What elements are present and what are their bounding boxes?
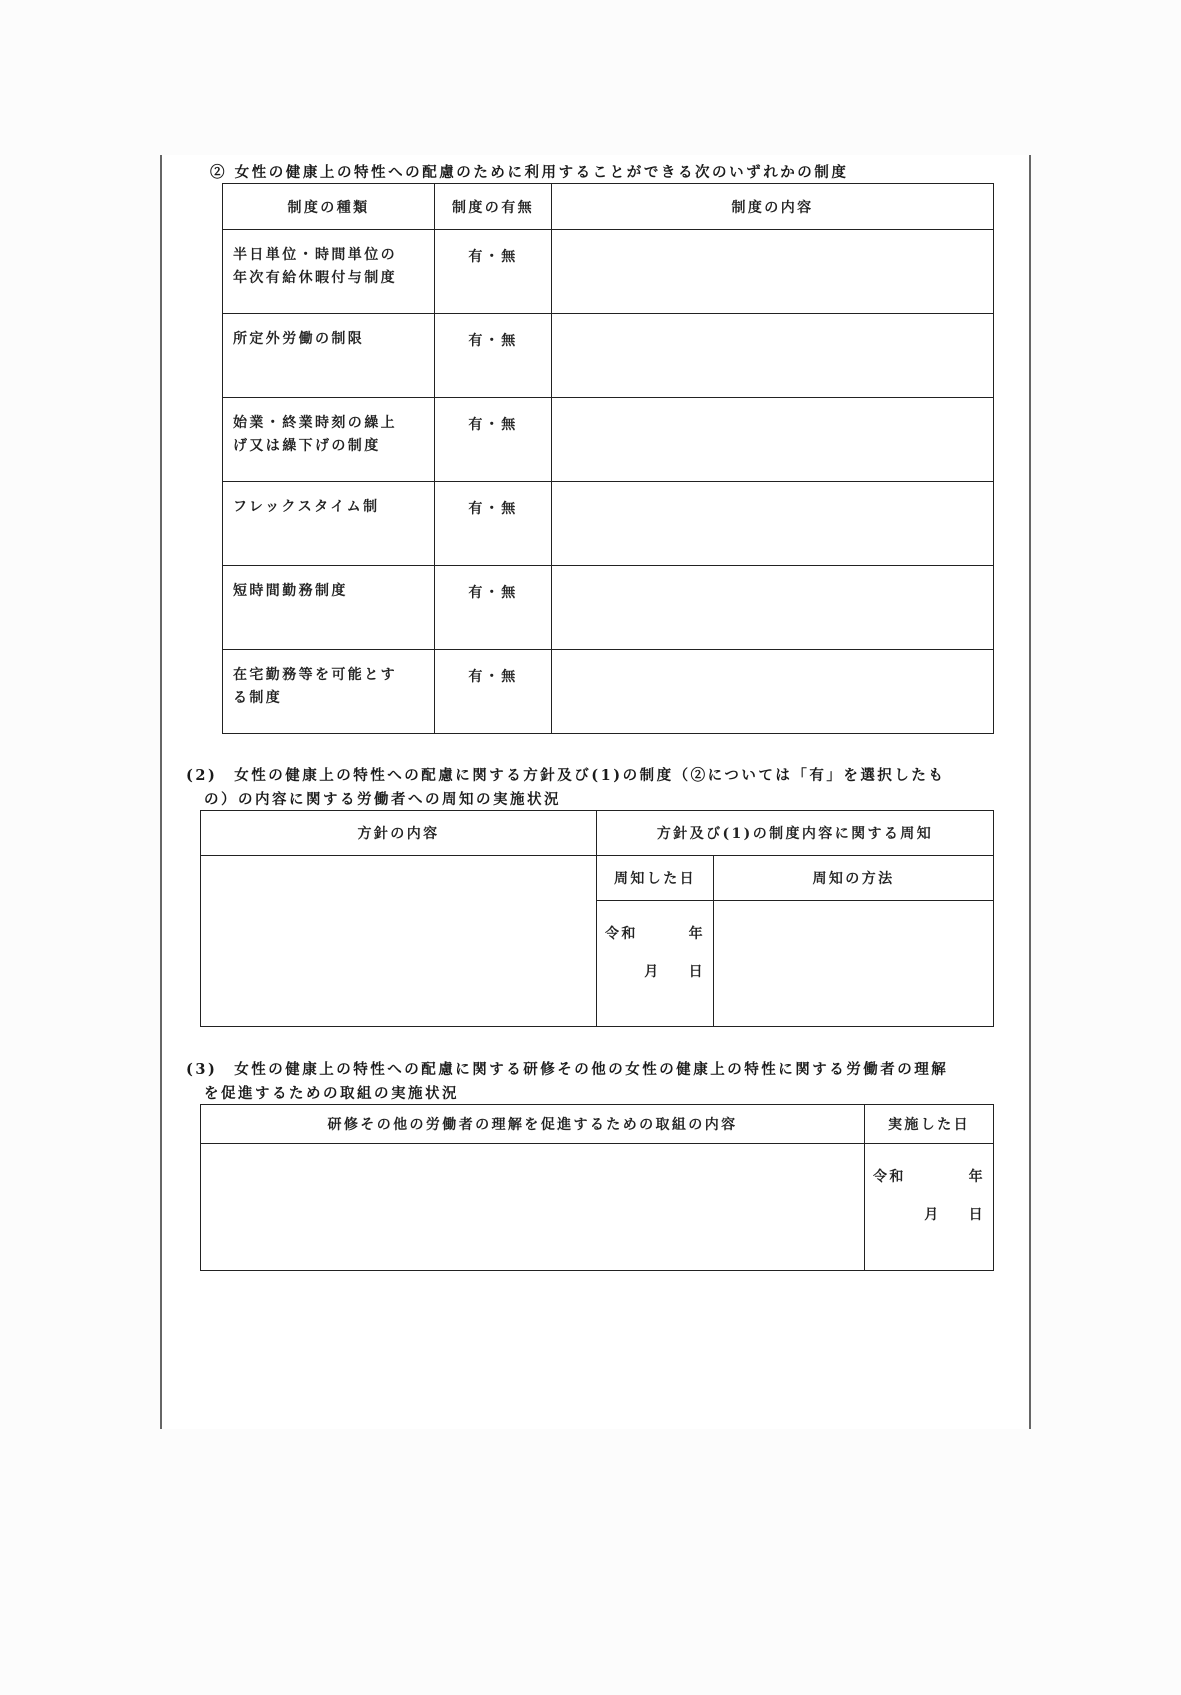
system-content-field[interactable] [552,398,994,482]
year-label: 年 [968,1169,985,1185]
notice-table-subheader [201,856,994,901]
header-notice-group: 方針及び(1)の制度内容に関する周知 [597,811,994,856]
system-type-cell [223,314,435,398]
training-table [200,1104,994,1271]
system-content-field[interactable] [552,566,994,650]
training-content-field[interactable] [201,1144,865,1271]
table-row [223,398,994,482]
era-label: 令和 [605,926,638,942]
availability-choice[interactable]: 有・無 [435,650,552,734]
system-type-cell [223,398,435,482]
availability-choice[interactable]: 有・無 [435,230,552,314]
header-training-date: 実施した日 [865,1105,994,1144]
header-training-content: 研修その他の労働者の理解を促進するための取組の内容 [201,1105,865,1144]
system-type-line2: る制度 [233,690,283,706]
availability-choice[interactable]: 有・無 [435,314,552,398]
system-type-cell [223,230,435,314]
table-row [223,314,994,398]
notice-table [200,810,994,1027]
system-type-line1: 在宅勤務等を可能とす [233,667,397,683]
section2-caption-line2: の）の内容に関する労働者への周知の実施状況 [204,791,561,808]
system-table [222,183,994,734]
system-type-line2: 年次有給休暇付与制度 [233,270,397,286]
header-system-content: 制度の内容 [552,184,994,230]
header-system-availability: 制度の有無 [435,184,552,230]
header-system-type: 制度の種類 [223,184,435,230]
header-policy-content: 方針の内容 [201,811,597,856]
system-type-line2: げ又は繰下げの制度 [233,438,381,454]
day-label: 日 [688,964,705,980]
system-type-cell [223,566,435,650]
system-type-line1: 所定外労働の制限 [233,331,365,347]
notice-table-header [201,811,994,856]
year-label: 年 [688,926,705,942]
availability-choice[interactable]: 有・無 [435,482,552,566]
system-table-header [223,184,994,230]
training-table-header [201,1105,994,1144]
header-notice-method: 周知の方法 [714,856,994,901]
section3-caption-line2: を促進するための取組の実施状況 [204,1085,459,1102]
system-type-cell [223,482,435,566]
month-label: 月 [924,1207,941,1223]
month-label: 月 [644,964,661,980]
system-content-field[interactable] [552,482,994,566]
availability-choice[interactable]: 有・無 [435,398,552,482]
system-content-field[interactable] [552,314,994,398]
section2-caption-line1: (2) 女性の健康上の特性への配慮に関する方針及び(1)の制度（②については「有」を選択したも [186,767,946,784]
header-notice-date: 周知した日 [597,856,714,901]
table-row [223,566,994,650]
training-date-field[interactable] [865,1144,994,1271]
notice-date-field[interactable] [597,901,714,1027]
availability-choice[interactable]: 有・無 [435,566,552,650]
day-label: 日 [968,1207,985,1223]
system-type-line1: 始業・終業時刻の繰上 [233,415,397,431]
notice-method-field[interactable] [714,901,994,1027]
system-content-field[interactable] [552,650,994,734]
system-type-cell [223,650,435,734]
system-content-field[interactable] [552,230,994,314]
system-type-line1: 半日単位・時間単位の [233,247,397,263]
section3-caption-line1: (3) 女性の健康上の特性への配慮に関する研修その他の女性の健康上の特性に関する労働者の理解 [186,1061,949,1078]
section1-caption: ② 女性の健康上の特性への配慮のために利用することができる次のいずれかの制度 [210,164,849,181]
policy-content-field[interactable] [201,856,597,1027]
system-type-line1: 短時間勤務制度 [233,583,348,599]
table-row [223,482,994,566]
system-type-line1: フレックスタイム制 [233,499,380,515]
era-label: 令和 [873,1169,906,1185]
table-row [201,1144,994,1271]
table-row [223,230,994,314]
table-row [223,650,994,734]
